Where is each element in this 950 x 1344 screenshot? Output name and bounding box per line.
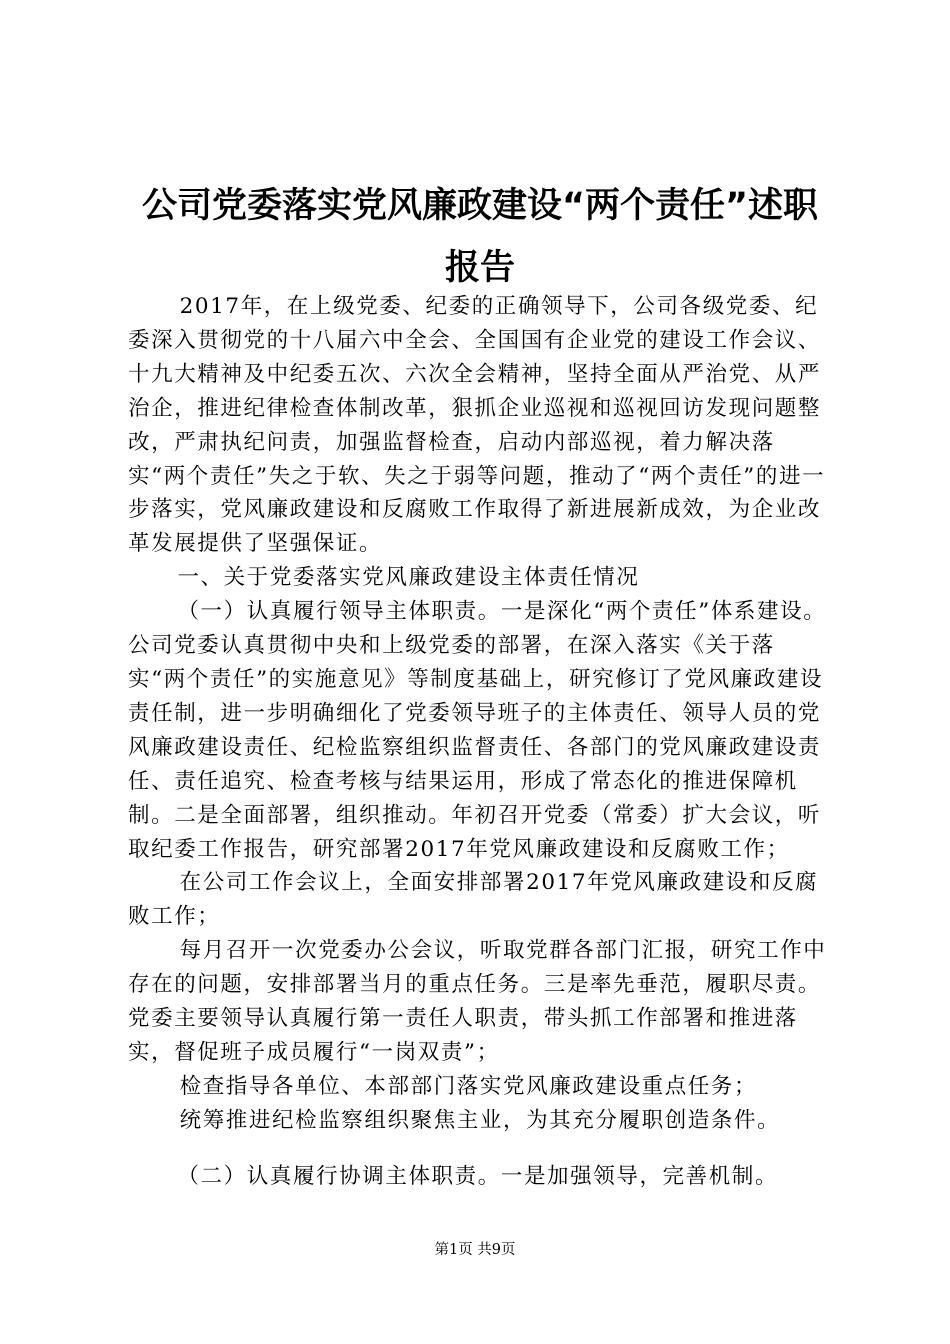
paragraph-gap [128, 1138, 828, 1160]
paragraph-intro: 2017年，在上级党委、纪委的正确领导下，公司各级党委、纪委深入贯彻党的十八届六中全会、全国国有企业党的建设工作会议、十九大精神及中纪委五次、六次全会精神，坚持全面从严治党、从严治企，推进纪律检查体制改革，狠抓企业巡视和巡视回访发现问题整改，严肃执纪问责，加强监督检查，启动内部巡视，着力解决落实“两个责任”失之于软、失之于弱等问题，推动了“两个责任”的进一步落实，党风廉政建设和反腐败工作取得了新进展新成效，为企业改革发展提供了坚强保证。 [128, 294, 826, 557]
paragraph-monthly-meeting: 每月召开一次党委办公会议，听取党群各部门汇报，研究工作中存在的问题，安排部署当月的重点任务。三是率先垂范，履职尽责。党委主要领导认真履行第一责任人职责，带头抓工作部署和推进落实，督促班子成员履行“一岗双责”； [128, 938, 827, 1065]
section-heading-1: 一、关于党委落实党风廉政建设主体责任情况 [177, 565, 640, 591]
paragraph-coordination: 统筹推进纪检监察组织聚焦主业，为其充分履职创造条件。 [179, 1107, 781, 1133]
document-title-line-2: 报告 [444, 248, 515, 288]
paragraph-company-meeting: 在公司工作会议上，全面安排部署2017年党风廉政建设和反腐败工作； [128, 870, 819, 930]
paragraph-subsection-1: （一）认真履行领导主体职责。一是深化“两个责任”体系建设。公司党委认真贯彻中央和上级党委的部署，在深入落实《关于落实“两个责任”的实施意见》等制度基础上，研究修订了党风廉政建设责任制，进一步明确细化了党委领导班子的主体责任、领导人员的党风廉政建设责任、纪检监察组织监督责任、各部门的党风廉政建设责任、责任追究、检查考核与结果运用，形成了常态化的推进保障机制。二是全面部署，组织推动。年初召开党委（常委）扩大会议，听取纪委工作报告，研究部署2017年党风廉政建设和反腐败工作； [128, 599, 827, 862]
document-body [128, 290, 828, 1194]
paragraph-inspection: 检查指导各单位、本部部门落实党风廉政建设重点任务； [179, 1073, 758, 1099]
page-footer: 第1页 共9页 [434, 1242, 516, 1258]
paragraph-subsection-2: （二）认真履行协调主体职责。一是加强领导，完善机制。 [177, 1163, 779, 1189]
document-title-line-1: 公司党委落实党风廉政建设“两个责任”述职 [141, 186, 818, 226]
